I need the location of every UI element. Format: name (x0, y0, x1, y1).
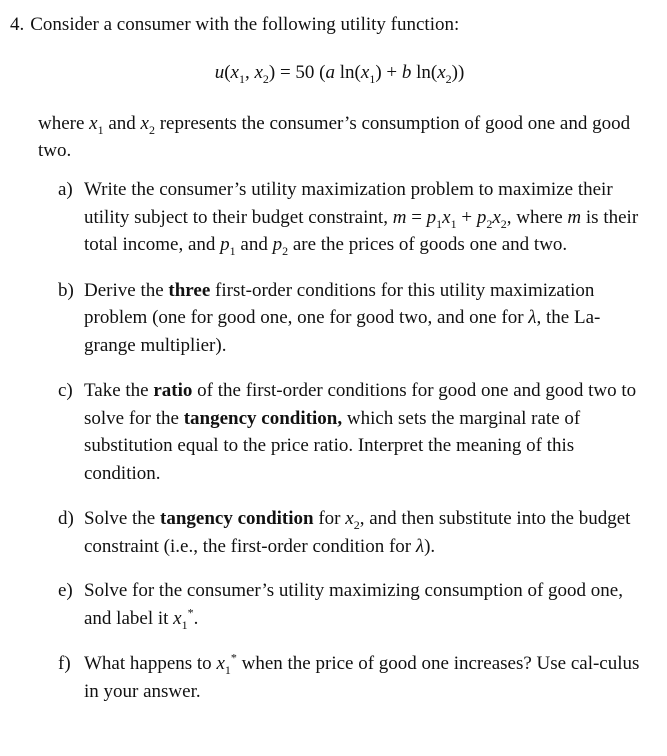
part-text: Derive the three first-order conditions for this utility maximization problem (one for good one, one for good two, and one for λ, the La-grange multiplier). (84, 279, 601, 356)
part-label: d) (58, 508, 74, 529)
part-f (58, 650, 649, 705)
part-a (58, 176, 649, 259)
part-label: c) (58, 380, 73, 401)
part-text: Solve the tangency condition for $x_2$, and then substitute into the budget constraint (i.e., the first-order condition for λ). (84, 508, 631, 557)
part-label: f) (58, 653, 71, 674)
part-text: Solve for the consumer’s utility maximizing consumption of good one, and label it $x_1^*$. (84, 580, 623, 632)
question-intro: Consider a consumer with the following utility function: (30, 14, 460, 35)
part-label: a) (58, 179, 73, 200)
question-number: 4. (10, 14, 25, 35)
utility-function-equation: $u(x_1$, $x_2) = 50$ (a $\ln(x_1) + b$ $\ln(x_2)$) (214, 62, 465, 86)
variable-definition: where $x_1$ and $x_2$ represents the consumer’s consumption of good one and good two. (38, 113, 631, 161)
part-label: b) (58, 279, 74, 301)
part-text: Write the consumer’s utility maximization problem to maximize their utility subject to their budget constraint, $m = p_1x_1 + p_2x_2$, where m is their total income, and $p_1$ and $p_2$ are the prices of goods one and two. (84, 179, 639, 258)
part-text: What happens to $x_1^*$ when the price of good one increases? Use cal-culus in your answer. (84, 650, 640, 702)
part-label: e) (58, 580, 73, 601)
part-text: Take the ratio of the first-order conditions for good one and good two to solve for the tangency condition, which sets the marginal rate of substitution equal to the price ratio. Interpret the meaning of this condition. (84, 380, 637, 484)
equation-lhs: u (214, 62, 225, 83)
question-parts (10, 176, 649, 705)
part-c (58, 377, 649, 487)
part-d (58, 505, 649, 560)
question-heading (10, 12, 649, 38)
part-e (58, 577, 649, 632)
part-b (58, 277, 649, 360)
